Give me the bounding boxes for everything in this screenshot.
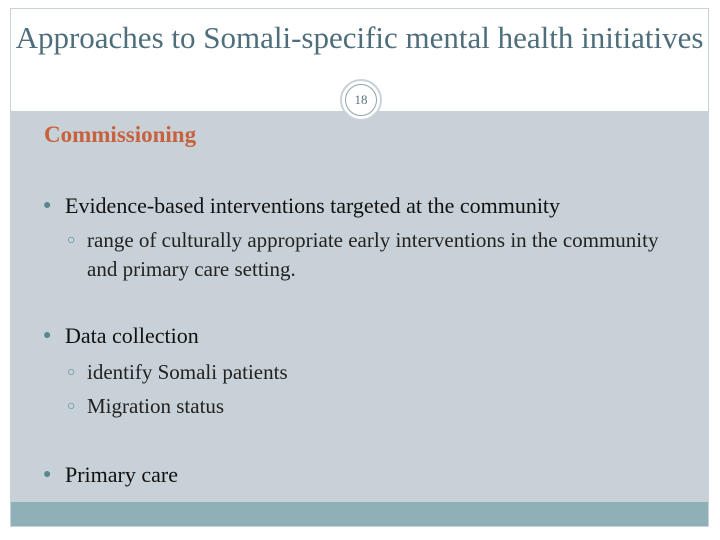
bullet-item <box>43 322 683 350</box>
slide-number: 18 <box>345 84 377 116</box>
bullet-text: Data collection <box>65 323 199 348</box>
sub-bullet-text: Migration status <box>87 394 225 418</box>
hollow-circle-bullet-icon: ○ <box>67 399 76 414</box>
hollow-circle-bullet-icon: ○ <box>67 233 76 248</box>
sub-bullet-item <box>67 392 677 421</box>
bullet-text: Evidence-based interventions targeted at the community <box>65 193 561 218</box>
slide-title: Approaches to Somali-specific mental health initiatives <box>15 20 704 55</box>
bullet-item <box>43 461 683 489</box>
sub-bullet-text: range of culturally appropriate early interventions in the community and primary care setting. <box>87 228 659 281</box>
sub-bullet-item <box>67 226 677 284</box>
filled-circle-bullet-icon: ● <box>43 328 52 343</box>
sub-bullet-text: identify Somali patients <box>87 360 288 384</box>
sub-bullet-item <box>67 358 677 387</box>
section-heading: Commissioning <box>44 122 197 147</box>
filled-circle-bullet-icon: ● <box>43 467 52 482</box>
bullet-item <box>43 192 683 220</box>
content-area <box>11 111 708 502</box>
bullet-text: Primary care <box>65 462 178 487</box>
filled-circle-bullet-icon: ● <box>43 198 52 213</box>
footer-bar <box>11 502 708 526</box>
hollow-circle-bullet-icon: ○ <box>67 365 76 380</box>
slide-number-badge <box>340 79 382 121</box>
